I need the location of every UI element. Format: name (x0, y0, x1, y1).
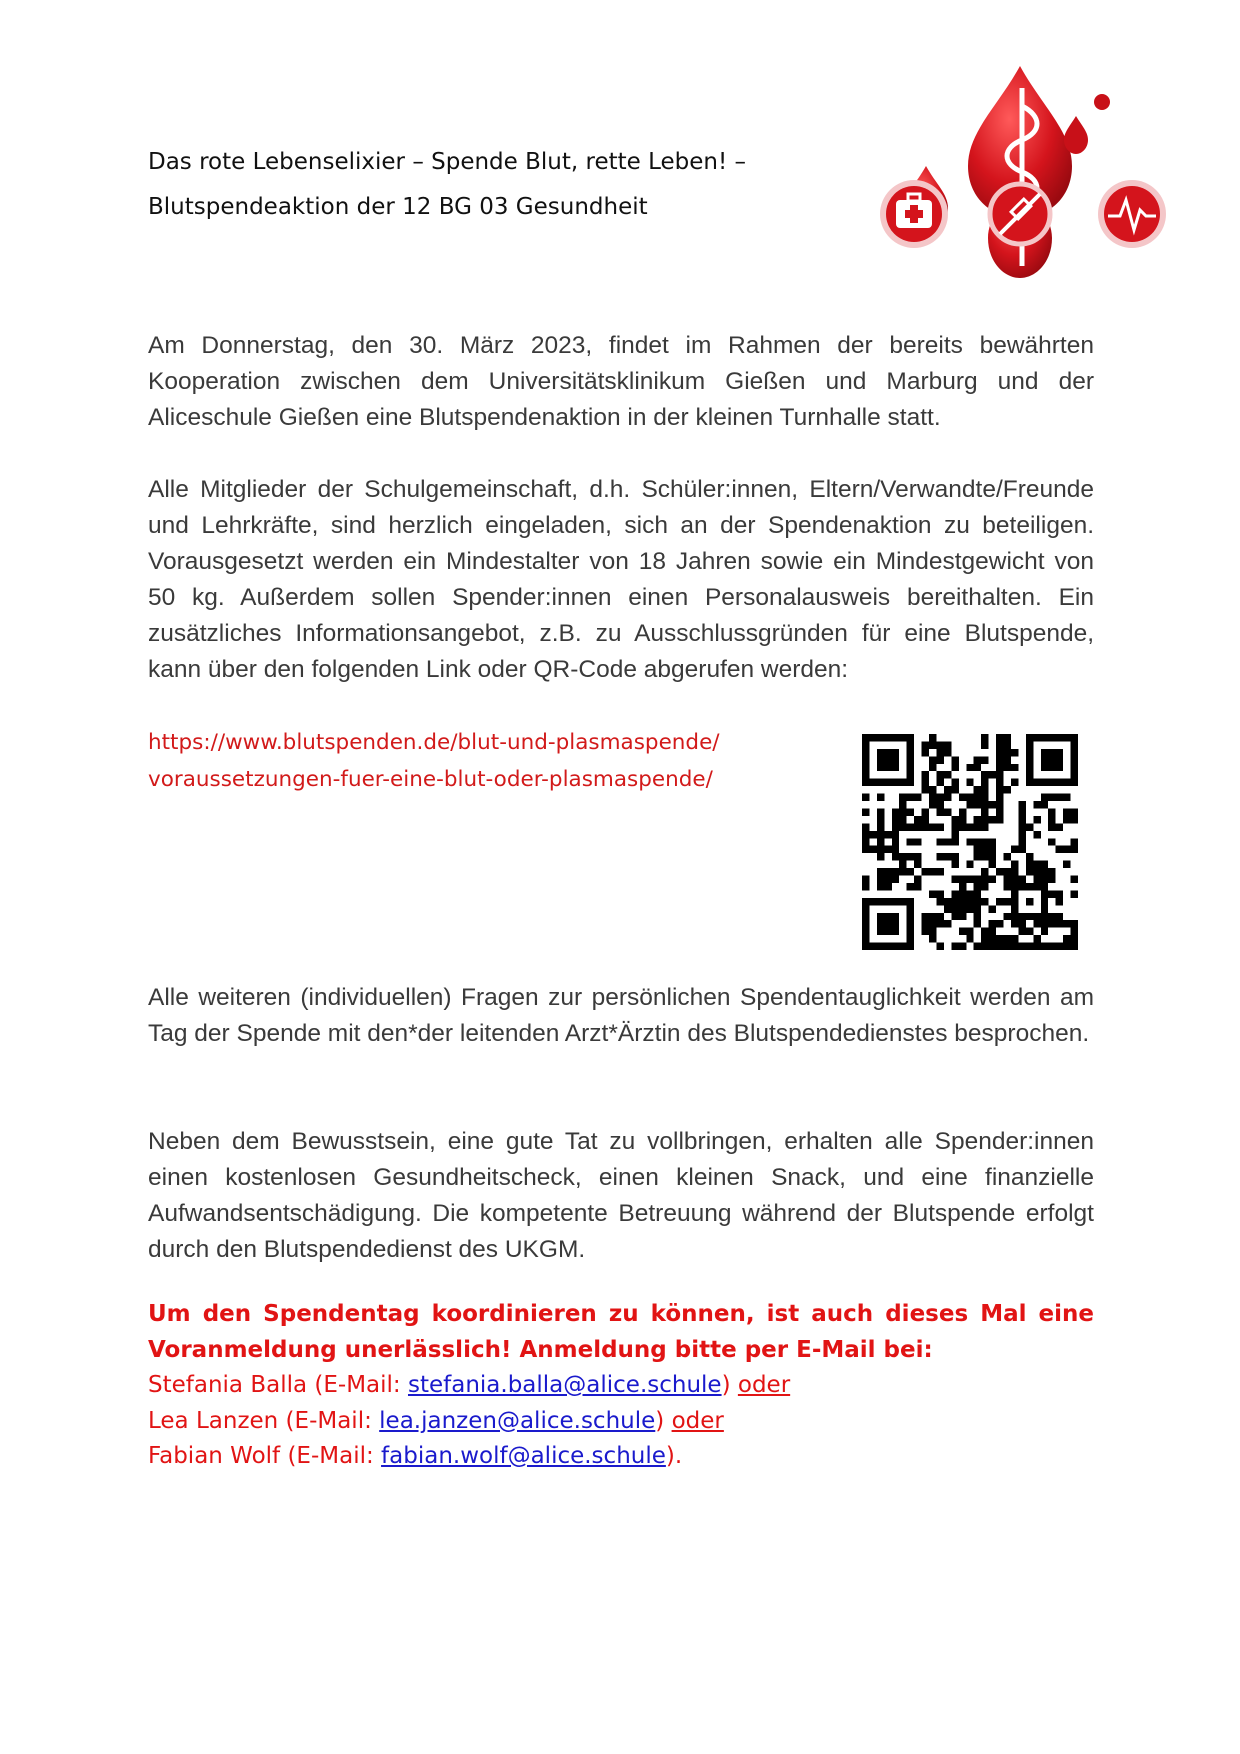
contact-suffix: ) (721, 1372, 731, 1398)
contact-connector: oder (671, 1407, 724, 1434)
contact-suffix: ). (665, 1443, 683, 1469)
contact-line (148, 1439, 1094, 1475)
paragraph-benefits: Neben dem Bewusstsein, eine gute Tat zu vollbringen, erhalten alle Spender:innen einen kostenlosen Gesundheitscheck, einen kleinen Snack, und eine finanzielle Aufwandsentschädigung. Die kompetente Betreuung während der Blutspende erfolgt durch den Blutspendedienst des UKGM. (148, 1128, 1094, 1263)
paragraph-event-info: Am Donnerstag, den 30. März 2023, findet im Rahmen der bereits bewährten Kooperation zwischen dem Universitätsklinikum Gießen und Marburg und der Aliceschule Gießen eine Blutspendenaktion in der kleinen Turnhalle statt. (148, 332, 1094, 431)
info-link[interactable] (148, 724, 788, 798)
contact-suffix: ) (655, 1407, 665, 1434)
paragraph-requirements: Alle Mitglieder der Schulgemeinschaft, d.h. Schüler:innen, Eltern/Verwandte/Freunde und Lehrkräfte, sind herzlich eingeladen, sich an der Spendenaktion zu beteiligen. Vorausgesetzt werden ein Mindestalter von 18 Jahren sowie ein Mindestgewicht von 50 kg. Außerdem sollen Spender:innen einen Personalausweis bereithalten. Ein zusätzliches Informationsangebot, z.B. zu Ausschlussgründen für eine Blutspende, kann über den folgenden Link oder QR-Code abgerufen werden: (148, 476, 1094, 683)
email-link[interactable]: fabian.wolf@alice.schule (381, 1443, 666, 1469)
blood-drop-medical-logo-icon (880, 66, 1180, 286)
info-link-line-1[interactable]: https://www.blutspenden.de/blut-und-plasmaspende/ (148, 730, 720, 755)
title-line-2: Blutspendeaktion der 12 BG 03 Gesundheit (148, 194, 648, 220)
qr-code-icon (862, 734, 1078, 950)
title-line-1: Das rote Lebenselixier – Spende Blut, rette Leben! – (148, 149, 747, 175)
paragraph-questions: Alle weiteren (individuellen) Fragen zur persönlichen Spendentauglichkeit werden am Tag der Spende mit den*der leitenden Arzt*Ärztin des Blutspendedienstes besprochen. (148, 984, 1094, 1047)
contact-line (148, 1368, 1094, 1404)
email-link[interactable]: lea.janzen@alice.schule (379, 1407, 656, 1434)
email-link[interactable]: stefania.balla@alice.schule (407, 1372, 722, 1398)
contact-name: Stefania Balla (E-Mail: (148, 1372, 408, 1398)
contact-list (148, 1368, 1094, 1475)
info-link-line-2[interactable]: voraussetzungen-fuer-eine-blut-oder-plasmaspende/ (148, 767, 713, 792)
contact-connector: oder (737, 1372, 791, 1398)
contact-line (148, 1404, 1094, 1440)
document-title (148, 140, 848, 230)
contact-name: Fabian Wolf (E-Mail: (148, 1443, 382, 1469)
registration-notice: Um den Spendentag koordinieren zu können, ist auch dieses Mal eine Voranmeldung unerlässlich! Anmeldung bitte per E-Mail bei: (148, 1301, 1094, 1363)
contact-name: Lea Lanzen (E-Mail: (148, 1407, 380, 1434)
